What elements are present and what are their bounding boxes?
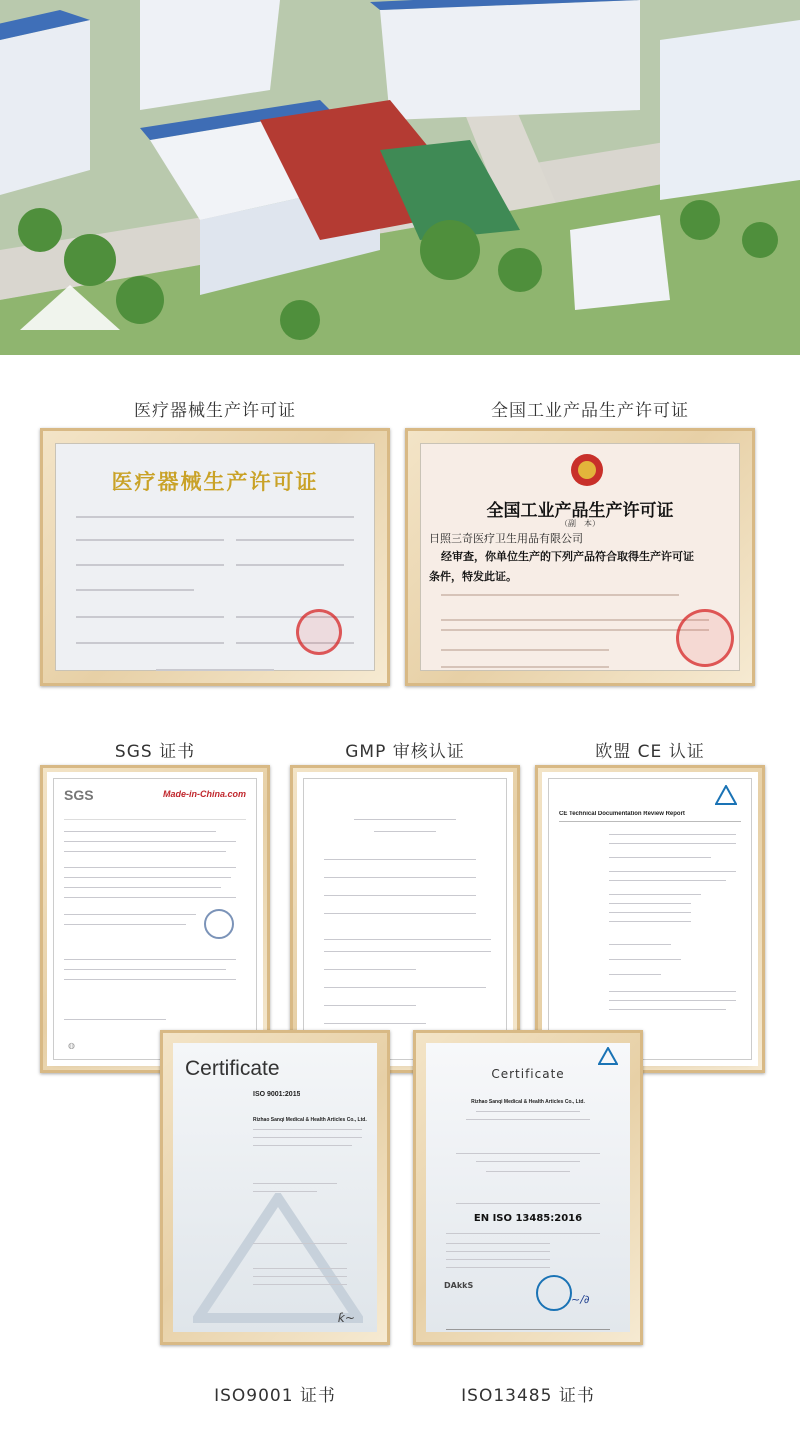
ce-certificate <box>535 765 765 1073</box>
certificate-paper <box>303 778 507 1060</box>
red-seal-icon <box>296 609 342 655</box>
signature-icon: ƙ~ <box>337 1311 355 1325</box>
sgs-footer-logo-icon: ◍ <box>68 1041 75 1050</box>
caption-medical-license: 医疗器械生产许可证 <box>134 401 296 421</box>
iso13485-certificate <box>413 1030 643 1345</box>
red-seal-icon <box>676 609 734 667</box>
sgs-badge-icon <box>204 909 234 939</box>
signature-icon: ~/∂ <box>571 1293 590 1306</box>
caption-iso13485: ISO13485 证书 <box>461 1386 595 1406</box>
factory-campus-image <box>0 0 800 355</box>
tuv-logo-icon <box>715 785 737 805</box>
iso9001-company: Rizhao Sanqi Medical & Health Articles Co., Ltd. <box>253 1117 367 1123</box>
made-in-china-logo: Made-in-China.com <box>162 789 246 799</box>
certificate-paper <box>420 443 740 671</box>
iso9001-title: Certificate <box>185 1057 280 1080</box>
caption-gmp: GMP 审核认证 <box>345 742 465 762</box>
sgs-logo: SGS <box>64 787 94 803</box>
industrial-license-company: 日照三奇医疗卫生用品有限公司 <box>429 532 583 545</box>
national-emblem-icon <box>569 452 605 488</box>
certificate-paper <box>55 443 375 671</box>
tuv-logo-icon <box>598 1047 618 1065</box>
iso9001-standard: ISO 9001:2015 <box>253 1091 301 1098</box>
industrial-license-certificate <box>405 428 755 686</box>
caption-industrial-license: 全国工业产品生产许可证 <box>491 401 689 421</box>
iso9001-certificate <box>160 1030 390 1345</box>
dakks-logo: DAkkS <box>444 1281 474 1290</box>
accreditation-seal-icon <box>536 1275 572 1311</box>
caption-ce: 欧盟 CE 认证 <box>595 742 705 762</box>
tuv-watermark-icon <box>193 1193 363 1323</box>
gmp-certificate <box>290 765 520 1073</box>
certificate-paper <box>53 778 257 1060</box>
certificate-paper <box>426 1043 630 1332</box>
iso13485-title: Certificate <box>491 1067 565 1081</box>
certificate-paper <box>173 1043 377 1332</box>
industrial-license-line2: 条件，特发此证。 <box>429 570 517 583</box>
certificate-paper <box>548 778 752 1060</box>
medical-license-certificate <box>40 428 390 686</box>
caption-sgs: SGS 证书 <box>114 742 196 762</box>
medical-license-heading: 医疗器械生产许可证 <box>111 470 319 494</box>
sgs-certificate <box>40 765 270 1073</box>
iso13485-company: Rizhao Sanqi Medical & Health Articles Co., Ltd. <box>471 1099 585 1105</box>
ce-report-title: CE Technical Documentation Review Report <box>559 811 685 817</box>
industrial-license-sub: （副 本） <box>560 519 600 528</box>
caption-iso9001: ISO9001 证书 <box>214 1386 336 1406</box>
iso13485-standard: EN ISO 13485:2016 <box>473 1213 583 1224</box>
factory-illustration <box>0 0 800 355</box>
industrial-license-heading: 全国工业产品生产许可证 <box>486 501 674 521</box>
industrial-license-line1: 经审查，你单位生产的下列产品符合取得生产许可证 <box>441 550 694 563</box>
